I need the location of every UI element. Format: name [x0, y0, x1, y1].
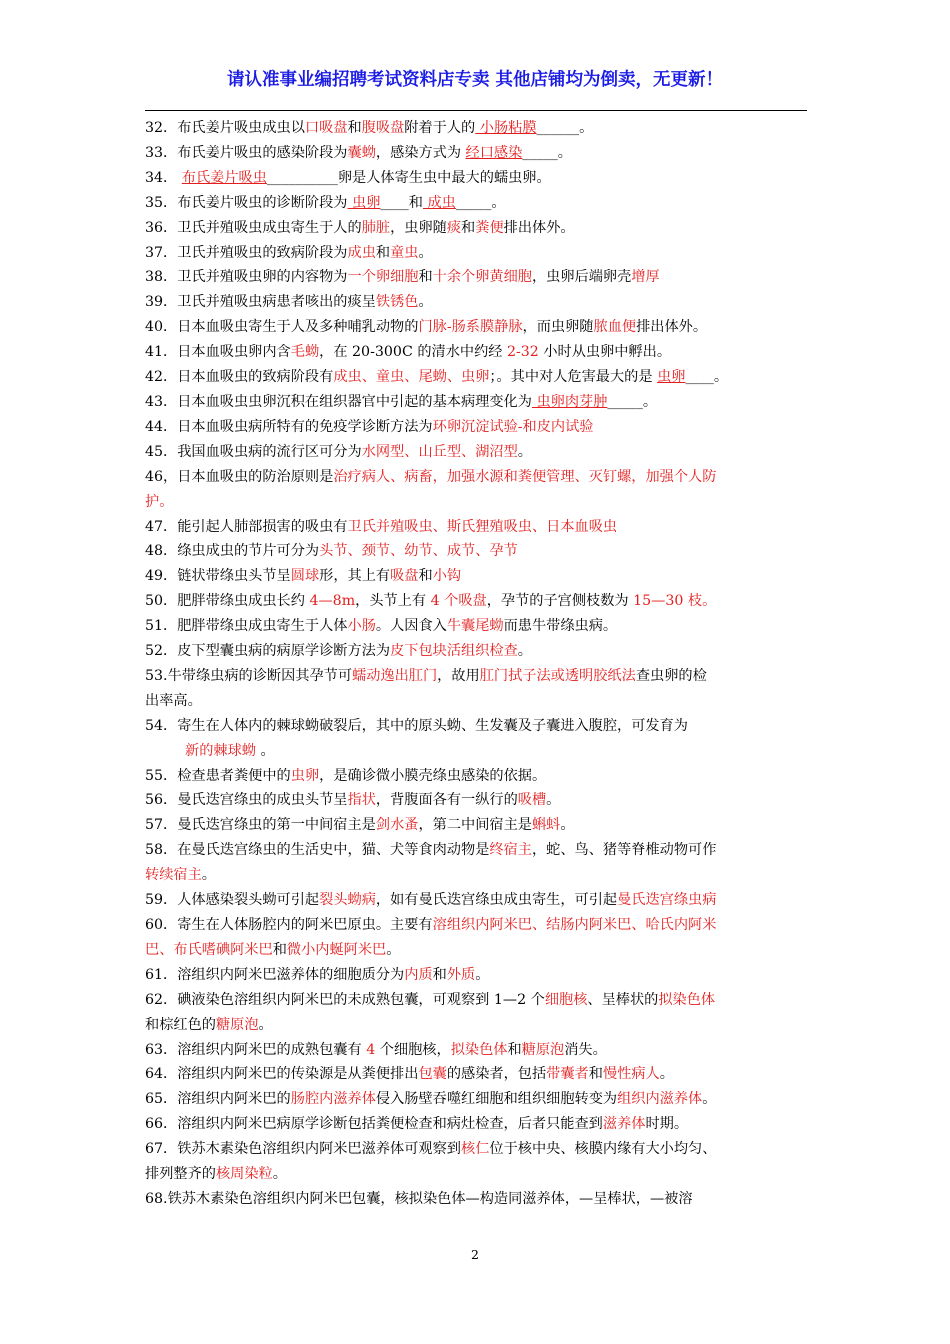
- question-line: [145, 639, 813, 664]
- question-line: [145, 938, 813, 963]
- text-segment: 位于核中央、核膜内缘有大小均匀、: [489, 1141, 717, 1158]
- text-segment: 59．人体感染裂头蚴可引起: [145, 892, 320, 909]
- question-line: [145, 913, 813, 938]
- text-segment: ；。其中对人危害最大的是: [489, 369, 658, 386]
- text-segment: 。: [517, 443, 532, 460]
- text-segment: 和: [461, 219, 476, 236]
- answer-text: 环卵沉淀试验-和皮内试验: [432, 418, 594, 435]
- text-segment: 34．: [145, 169, 182, 186]
- answer-text: 头节、颈节、幼节、成节、孕节: [319, 543, 518, 560]
- answer-text: 蝌蚪: [531, 817, 561, 834]
- question-line: [145, 515, 813, 540]
- answer-text: 肠腔内滋养体: [290, 1091, 376, 1108]
- text-segment: 。: [255, 742, 275, 759]
- answer-text: 4 个吸盘: [430, 593, 487, 610]
- answer-text: 护。: [145, 493, 174, 510]
- text-segment: 而患牛带绦虫病。: [503, 618, 618, 635]
- answer-text: 2-32: [506, 344, 539, 361]
- text-segment: ，而虫卵随: [522, 319, 594, 336]
- text-segment: 56．曼氏迭宫绦虫的成虫头节呈: [145, 792, 348, 809]
- answer-text: 包囊: [418, 1066, 447, 1083]
- question-line: [145, 863, 813, 888]
- question-line: [145, 1062, 813, 1087]
- answer-text: 毛蚴: [290, 344, 320, 361]
- text-segment: 54．寄生在人体内的棘球蚴破裂后，其中的原头蚴、生发囊及子囊进入腹腔，可发育为: [145, 717, 688, 734]
- text-segment: ，虫卵随: [390, 219, 447, 236]
- text-segment: 39．卫氏并殖吸虫病患者咳出的痰呈: [145, 294, 376, 311]
- answer-text: 脓血便: [593, 319, 637, 336]
- text-segment: 38．卫氏并殖吸虫卵的内容物为: [145, 269, 348, 286]
- answer-text: 皮下包块活组织检查: [390, 643, 518, 660]
- answer-text: 十余个卵黄细胞: [432, 269, 532, 286]
- answer-text: 外质: [446, 966, 476, 983]
- answer-text: 4—8m: [309, 593, 356, 610]
- answer-text: 吸槽: [517, 792, 547, 809]
- question-line: [145, 1162, 813, 1187]
- question-line: [145, 216, 813, 241]
- question-line: [145, 365, 813, 390]
- answer-text: 滋养体: [602, 1116, 646, 1133]
- answer-text: 口吸盘: [304, 120, 348, 136]
- answer-text: 细胞核: [544, 991, 588, 1008]
- text-segment: 和: [375, 244, 391, 261]
- answer-text: 圆球: [290, 568, 320, 585]
- answer-text: 虫卵肉芽肿: [531, 393, 608, 410]
- text-segment: 64．溶组织内阿米巴的传染源是从粪便排出: [145, 1066, 419, 1083]
- answer-text: 15—30 枝。: [633, 593, 717, 610]
- text-segment: ____。: [685, 369, 729, 386]
- answer-text: 童虫: [390, 244, 419, 261]
- question-line: [145, 838, 813, 863]
- question-line: [145, 1112, 813, 1137]
- text-segment: 41．日本血吸虫卵内含: [145, 344, 291, 361]
- answer-text: 虫卵: [657, 369, 686, 386]
- text-segment: _____。: [455, 194, 506, 211]
- question-line: [145, 1187, 813, 1212]
- answer-text: 核周染粒: [215, 1166, 273, 1183]
- text-segment: 66．溶组织内阿米巴病原学诊断包括粪便检查和病灶检查，后者只能查到: [145, 1116, 603, 1133]
- answer-text: 成虫: [422, 194, 456, 211]
- text-segment: 32．布氏姜片吸虫成虫以: [145, 120, 305, 136]
- text-segment: 33．布氏姜片吸虫的感染阶段为: [145, 144, 348, 161]
- text-segment: 和棕红色的: [145, 1016, 216, 1033]
- text-segment: 。: [546, 792, 561, 809]
- page-header: 请认准事业编招聘考试资料店专卖 其他店铺均为倒卖，无更新！: [226, 70, 724, 90]
- text-segment: 和: [432, 966, 447, 983]
- answer-text: 组织内滋养体: [617, 1091, 703, 1108]
- question-line: [145, 888, 813, 913]
- question-line: [145, 315, 813, 340]
- text-segment: 、呈棒状的: [587, 991, 659, 1008]
- answer-text: 糖原泡: [215, 1016, 259, 1033]
- question-line: [145, 739, 813, 764]
- document-body: [145, 116, 813, 1212]
- question-line: [145, 589, 813, 614]
- text-segment: 。: [258, 1016, 273, 1033]
- question-line: [145, 1087, 813, 1112]
- text-segment: 和: [418, 269, 433, 286]
- answer-text: 新的棘球蚴: [185, 742, 256, 759]
- text-segment: 46，日本血吸虫的防治原则是: [145, 468, 334, 485]
- question-line: [145, 664, 813, 689]
- text-segment: 37．卫氏并殖吸虫的致病阶段为: [145, 244, 348, 261]
- text-segment: 侵入肠壁吞噬红细胞和组织细胞转变为: [375, 1091, 618, 1108]
- answer-text: 巴、布氏嗜碘阿米巴: [145, 941, 273, 958]
- answer-text: 增厚: [631, 269, 660, 286]
- question-line: [145, 764, 813, 789]
- question-line: [145, 689, 813, 714]
- answer-text: 小钩: [432, 568, 462, 585]
- text-segment: 和: [507, 1041, 522, 1058]
- question-line: [145, 788, 813, 813]
- text-segment: 消失。: [564, 1041, 607, 1058]
- answer-text: 卫氏并殖吸虫、斯氏狸殖吸虫、日本血吸虫: [347, 518, 618, 535]
- text-segment: ，孕节的子宫侧枝数为: [486, 593, 634, 610]
- text-segment: 查虫卵的检: [635, 667, 707, 684]
- question-line: [145, 191, 813, 216]
- text-segment: 和: [418, 568, 433, 585]
- answer-text: 铁锈色: [375, 294, 419, 311]
- text-segment: ，在 20-300C 的清水中约经: [319, 344, 507, 361]
- answer-text: 虫卵: [290, 767, 320, 784]
- text-segment: 形，其上有: [319, 568, 391, 585]
- question-line: [145, 340, 813, 365]
- text-segment: 57．曼氏迭宫绦虫的第一中间宿主是: [145, 817, 376, 834]
- answer-text: 虫卵: [347, 194, 381, 211]
- answer-text: 门脉-肠系膜静脉: [418, 319, 523, 336]
- text-segment: 43．日本血吸虫虫卵沉积在组织器官中引起的基本病理变化为: [145, 393, 532, 410]
- question-line: [145, 714, 813, 739]
- question-line: [145, 490, 813, 515]
- answer-text: 曼氏迭宫绦虫病: [617, 892, 717, 909]
- text-segment: ，是确诊微小膜壳绦虫感染的依据。: [319, 767, 547, 784]
- text-segment: 和: [347, 120, 362, 136]
- answer-text: 痰: [446, 219, 462, 236]
- answer-text: 4: [366, 1041, 376, 1058]
- question-line: [145, 614, 813, 639]
- answer-text: 小肠: [347, 618, 376, 635]
- question-line: [145, 1013, 813, 1038]
- text-segment: ，虫卵后端卵壳: [531, 269, 632, 286]
- text-segment: 67．铁苏木素染色溶组织内阿米巴滋养体可观察到: [145, 1141, 461, 1158]
- question-line: [145, 963, 813, 988]
- text-segment: 时期。: [645, 1116, 689, 1133]
- answer-text: 小肠粘膜: [475, 120, 537, 136]
- text-segment: _____。: [522, 144, 572, 161]
- text-segment: 63．溶组织内阿米巴的成熟包囊有: [145, 1041, 367, 1058]
- text-segment: 的感染者，包括: [446, 1066, 547, 1083]
- text-segment: 48．绦虫成虫的节片可分为: [145, 543, 320, 560]
- text-segment: ，如有曼氏迭宫绦虫成虫寄生，可引起: [375, 892, 618, 909]
- text-segment: 。: [659, 1066, 674, 1083]
- answer-text: 腹吸盘: [361, 120, 405, 136]
- text-segment: 附着于人的: [404, 120, 476, 136]
- answer-text: 指状: [347, 792, 376, 809]
- text-segment: 和: [588, 1066, 603, 1083]
- text-segment: 。: [702, 1091, 717, 1108]
- question-line: [145, 116, 813, 141]
- answer-text: 蠕动逸出肛门: [352, 667, 438, 684]
- question-line: [145, 415, 813, 440]
- text-segment: _____。: [607, 393, 658, 410]
- text-segment: 个细胞核，: [375, 1041, 451, 1058]
- question-line: [145, 290, 813, 315]
- text-segment: 42．日本血吸虫的致病阶段有: [145, 369, 334, 386]
- text-segment: 40．日本血吸虫寄生于人及多种哺乳动物的: [145, 319, 419, 336]
- answer-text: 成虫、童虫、尾蚴、虫卵: [333, 369, 490, 386]
- text-segment: 。: [272, 1166, 287, 1183]
- text-segment: ，头节上有: [355, 593, 431, 610]
- answer-text: 内质: [404, 966, 433, 983]
- answer-text: 带囊者: [546, 1066, 589, 1083]
- answer-text: 肛门拭子法或透明胶纸法: [479, 667, 636, 684]
- text-segment: 36．卫氏并殖吸虫成虫寄生于人的: [145, 219, 362, 236]
- answer-text: 吸盘: [390, 568, 419, 585]
- text-segment: 。: [201, 867, 216, 884]
- text-segment: ，故用: [437, 667, 480, 684]
- text-segment: 排列整齐的: [145, 1166, 216, 1183]
- text-segment: 58．在曼氏迭宫绦虫的生活史中，猫、犬等食肉动物是: [145, 842, 490, 859]
- text-segment: 68.铁苏木素染色溶组织内阿米巴包囊，核拟染色体—构造同滋养体，—呈棒状，—被溶: [145, 1190, 693, 1207]
- text-segment: 。: [475, 966, 490, 983]
- question-line: [145, 539, 813, 564]
- question-line: [145, 988, 813, 1013]
- text-segment: ____和: [380, 194, 423, 211]
- answer-text: 转续宿主: [145, 867, 202, 884]
- question-line: [145, 265, 813, 290]
- answer-text: 牛囊尾蚴: [446, 618, 504, 635]
- text-segment: 。: [386, 941, 401, 958]
- text-segment: 60．寄生在人体肠腔内的阿米巴原虫。主要有: [145, 917, 433, 933]
- text-segment: 小时从虫卵中孵出。: [538, 344, 672, 361]
- text-segment: 35．布氏姜片吸虫的诊断阶段为: [145, 194, 348, 211]
- answer-text: 拟染色体: [658, 991, 716, 1008]
- answer-text: 拟染色体: [450, 1041, 508, 1058]
- question-line: [145, 1137, 813, 1162]
- text-segment: 。: [418, 244, 433, 261]
- question-line: [145, 465, 813, 490]
- question-line: [145, 440, 813, 465]
- answer-text: 溶组织内阿米巴、结肠内阿米巴、哈氏内阿米: [432, 917, 717, 933]
- answer-text: 核仁: [461, 1141, 490, 1158]
- text-segment: ，第二中间宿主是: [418, 817, 532, 834]
- question-line: [145, 564, 813, 589]
- question-line: [145, 813, 813, 838]
- answer-text: 布氏姜片吸虫: [181, 169, 267, 186]
- question-line: [145, 141, 813, 166]
- question-line: [145, 390, 813, 415]
- text-segment: 。: [560, 817, 575, 834]
- page-number: 2: [471, 1247, 479, 1262]
- text-segment: 53.牛带绦虫病的诊断因其孕节可: [145, 667, 353, 684]
- text-segment: 排出体外。: [503, 219, 575, 236]
- text-segment: ，感染方式为: [375, 144, 466, 161]
- text-segment: ，蛇、鸟、猪等脊椎动物可作: [531, 842, 717, 859]
- answer-text: 水网型、山丘型、湖沼型: [361, 443, 518, 460]
- answer-text: 囊蚴: [347, 144, 376, 161]
- text-segment: 44．日本血吸虫病所特有的免疫学诊断方法为: [145, 418, 433, 435]
- text-segment: ，背腹面各有一纵行的: [375, 792, 518, 809]
- answer-text: 慢性病人: [602, 1066, 660, 1083]
- text-segment: 65．溶组织内阿米巴的: [145, 1091, 291, 1108]
- text-segment: 。: [517, 643, 532, 660]
- text-segment: ______。: [536, 120, 594, 136]
- text-segment: 排出体外。: [636, 319, 708, 336]
- text-segment: 出率高。: [145, 692, 202, 709]
- answer-text: 裂头蚴病: [319, 892, 376, 909]
- text-segment: 。: [418, 294, 433, 311]
- text-segment: 和: [272, 941, 287, 958]
- answer-text: 治疗病人、病畜，加强水源和粪便管理、灭钉螺，加强个人防: [333, 468, 717, 485]
- header-rule: [145, 110, 807, 111]
- text-segment: 50．肥胖带绦虫成虫长约: [145, 593, 310, 610]
- question-line: [145, 1038, 813, 1063]
- text-segment: 62．碘液染色溶组织内阿米巴的未成熟包囊，可观察到 1—2 个: [145, 991, 545, 1008]
- text-segment: 49．链状带绦虫头节呈: [145, 568, 291, 585]
- text-segment: 55．检查患者粪便中的: [145, 767, 291, 784]
- text-segment: 52．皮下型囊虫病的病原学诊断方法为: [145, 643, 391, 660]
- text-segment: __________卵是人体寄生虫中最大的蠕虫卵。: [266, 169, 551, 186]
- question-line: [145, 241, 813, 266]
- answer-text: 终宿主: [489, 842, 532, 859]
- answer-text: 微小内蜒阿米巴: [286, 941, 387, 958]
- text-segment: 51．肥胖带绦虫成虫寄生于人体: [145, 618, 348, 635]
- answer-text: 剑水蚤: [375, 817, 419, 834]
- text-segment: 47．能引起人肺部损害的吸虫有: [145, 518, 348, 535]
- text-segment: 61．溶组织内阿米巴滋养体的细胞质分为: [145, 966, 405, 983]
- question-line: [145, 166, 813, 191]
- answer-text: 成虫: [347, 244, 376, 261]
- text-segment: 45．我国血吸虫病的流行区可分为: [145, 443, 362, 460]
- answer-text: 一个卵细胞: [347, 269, 419, 286]
- text-segment: 。人因食入: [375, 618, 447, 635]
- answer-text: 肺脏: [361, 219, 391, 236]
- answer-text: 经口感染: [465, 144, 523, 161]
- answer-text: 糖原泡: [521, 1041, 565, 1058]
- answer-text: 粪便: [475, 219, 504, 236]
